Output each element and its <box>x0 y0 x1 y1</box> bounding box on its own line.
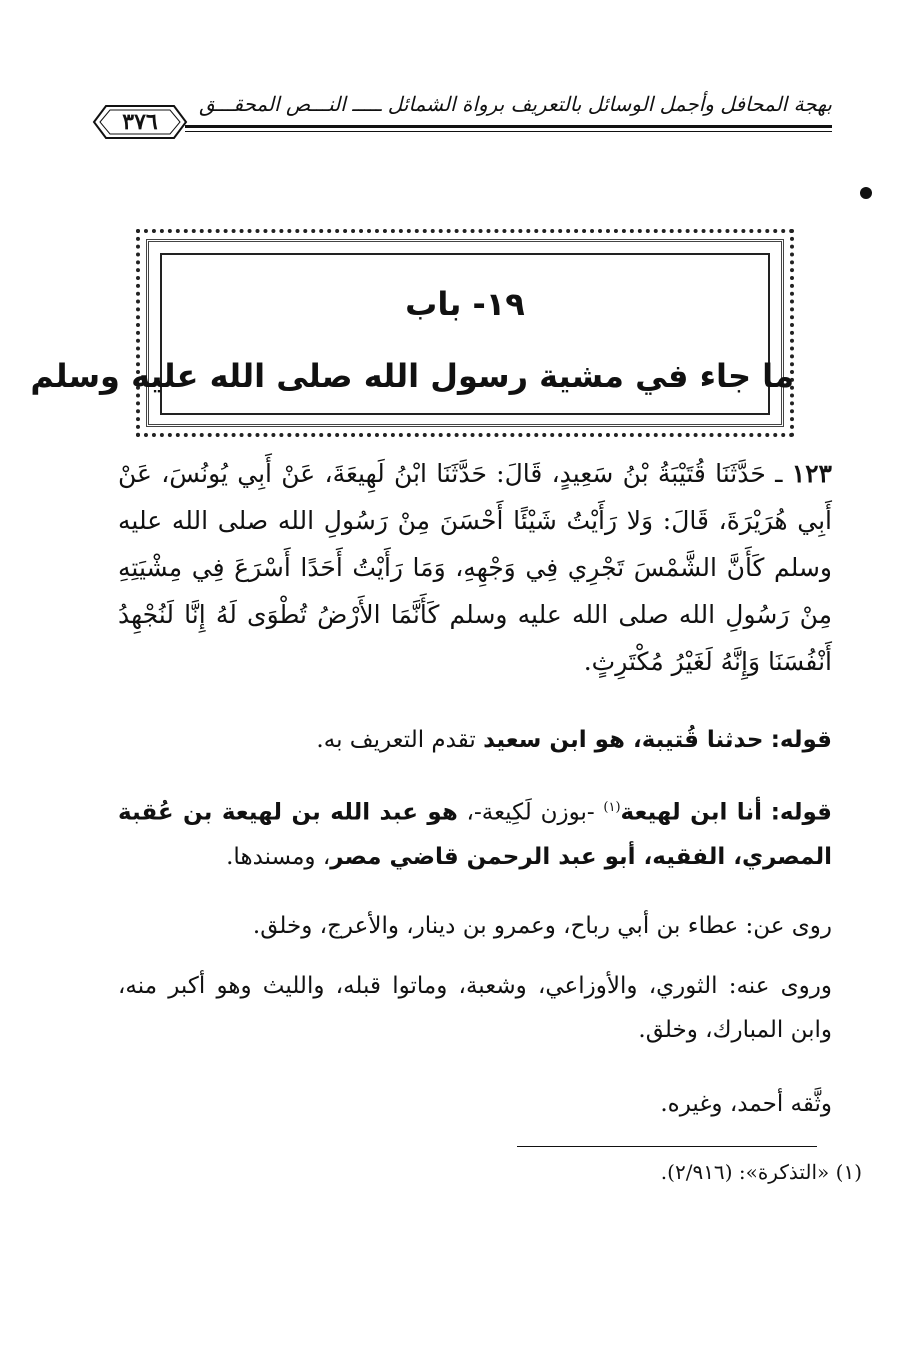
footnote-rule <box>517 1146 817 1147</box>
commentary-paragraph <box>118 718 832 762</box>
header-rule-thin <box>185 131 832 132</box>
margin-dot <box>860 187 872 199</box>
commentary-paragraph: وروى عنه: الثوري، والأوزاعي، وشعبة، وماتوا قبله، والليث وهو أكبر منه، وابن المبارك، وخلق. <box>118 973 832 1043</box>
page-number-badge <box>92 102 188 142</box>
commentary-bold: حدثنا قُتيبة، هو ابن سعيد <box>483 727 764 753</box>
commentary-bold: هو عبد الله بن لهيعة بن عُقبة المصري، الفقيه، أبو عبد الرحمن قاضي مصر <box>118 799 832 870</box>
page-number: ٣٧٦ <box>122 109 158 135</box>
commentary-bold: أنا ابن لهيعة <box>620 799 762 826</box>
chapter-frame <box>30 229 800 445</box>
commentary-text: -بوزن لَكِيعة-، <box>457 799 604 826</box>
chapter-title: ما جاء في مشية رسول الله صلى الله عليه وسلم <box>30 357 794 395</box>
chapter-number: ١٩- باب <box>405 285 525 323</box>
commentary-label: قوله: <box>770 727 832 753</box>
commentary-paragraph: روى عن: عطاء بن أبي رباح، وعمرو بن دينار، والأعرج، وخلق. <box>252 913 832 939</box>
footnote-marker: (١) <box>603 800 621 815</box>
commentary-label: قوله: <box>770 799 832 826</box>
commentary-text: تقدم التعريف به. <box>316 727 484 753</box>
footnote: (١) «التذكرة»: (٢/٩١٦). <box>660 1160 862 1184</box>
hadith-number: ١٢٣ <box>791 459 832 488</box>
running-header: بهجة المحافل وأجمل الوسائل بالتعريف برواة الشمائل ـــــ النـــص المحقـــق <box>199 92 832 116</box>
header-rule <box>185 125 832 128</box>
hadith-body: ـ حَدَّثَنَا قُتَيْبَةُ بْنُ سَعِيدٍ، قَالَ: حَدَّثَنَا ابْنُ لَهِيعَةَ، عَنْ أَبِي يُونُسَ، عَنْ أَبِي هُرَيْرَةَ، قَالَ: وَلا رَأَيْتُ شَيْئًا أَحْسَنَ مِنْ رَسُولِ الله صلى الله عليه وسلم كَأَنَّ الشَّمْسَ تَجْرِي فِي وَجْهِهِ، وَمَا رَأَيْتُ أَحَدًا أَسْرَعَ فِي مِشْيَتِهِ مِنْ رَسُولِ الله صلى الله عليه وسلم كَأَنَّمَا الأَرْضُ تُطْوَى لَهُ إِنَّا لَنُجْهِدُ أَنْفُسَنَا وَإِنَّهُ لَغَيْرُ مُكْتَرِثٍ. <box>118 459 832 676</box>
hadith-text <box>118 450 832 685</box>
commentary-paragraph: وثَّقه أحمد، وغيره. <box>660 1091 832 1117</box>
commentary-text: ، ومسندها. <box>226 843 331 870</box>
commentary-paragraph <box>118 786 832 879</box>
